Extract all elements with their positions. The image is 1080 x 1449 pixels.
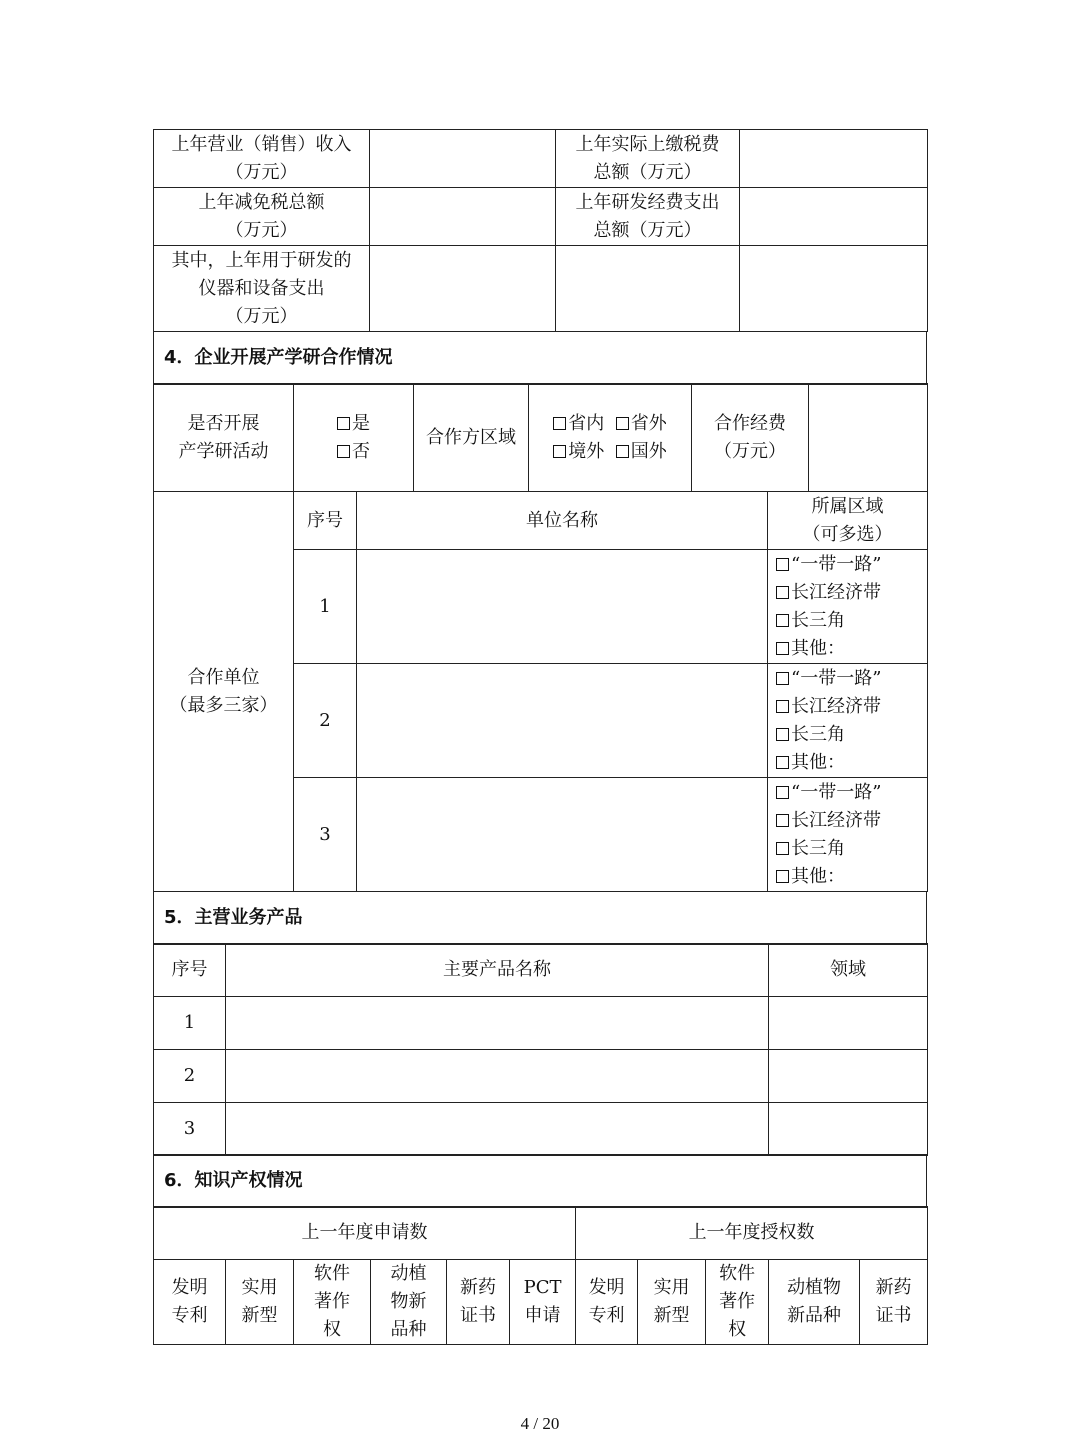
checkbox-icon[interactable] <box>553 445 566 458</box>
checkbox-icon[interactable] <box>337 445 350 458</box>
checkbox-icon[interactable] <box>776 614 789 627</box>
unit-name-cell[interactable] <box>357 778 768 892</box>
area-option-belt-road[interactable]: “一带一路” <box>776 551 921 579</box>
section4-title-table <box>153 331 927 385</box>
row-index: 3 <box>154 1103 226 1156</box>
unit-name-cell[interactable] <box>357 550 768 664</box>
checkbox-icon[interactable] <box>776 700 789 713</box>
row-index: 3 <box>294 778 357 892</box>
area-option-belt-road[interactable]: “一带一路” <box>776 665 921 693</box>
product-name-cell[interactable] <box>226 1050 769 1103</box>
rd-equipment-value[interactable] <box>370 246 556 332</box>
region-option-abroad[interactable]: 国外 <box>616 441 667 462</box>
empty-cell <box>556 246 740 332</box>
region-options <box>529 384 692 492</box>
region-option-province[interactable]: 省内 <box>553 413 604 434</box>
applied-col-utility: 实用 新型 <box>226 1260 294 1345</box>
area-option-other[interactable]: 其他： <box>776 749 921 777</box>
area-option-yangtze-belt[interactable]: 长江经济带 <box>776 579 921 607</box>
products-table <box>153 943 928 1156</box>
applied-col-new-drug: 新药 证书 <box>447 1260 510 1345</box>
finance-table <box>153 129 928 332</box>
granted-col-utility: 实用 新型 <box>638 1260 706 1345</box>
yes-option[interactable]: 是 <box>337 410 370 438</box>
col-area-header: 所属区域 （可多选） <box>768 492 928 550</box>
area-option-other[interactable]: 其他： <box>776 635 921 663</box>
applied-col-software: 软件 著作 权 <box>294 1260 371 1345</box>
checkbox-icon[interactable] <box>776 586 789 599</box>
empty-cell <box>740 246 928 332</box>
section4-title: 4．企业开展产学研合作情况 <box>154 332 927 385</box>
page-number: 4 / 20 <box>520 1414 560 1433</box>
checkbox-icon[interactable] <box>776 842 789 855</box>
area-options <box>768 550 928 664</box>
funding-value[interactable] <box>809 384 928 492</box>
applied-header: 上一年度申请数 <box>154 1207 576 1260</box>
checkbox-icon[interactable] <box>776 672 789 685</box>
col-index-header: 序号 <box>294 492 357 550</box>
checkbox-icon[interactable] <box>776 558 789 571</box>
area-option-yangtze-delta[interactable]: 长三角 <box>776 607 921 635</box>
field-cell[interactable] <box>769 1103 928 1156</box>
area-option-yangtze-belt[interactable]: 长江经济带 <box>776 693 921 721</box>
funding-label: 合作经费 （万元） <box>692 384 809 492</box>
checkbox-icon[interactable] <box>553 417 566 430</box>
tax-paid-label: 上年实际上缴税费 总额（万元） <box>556 130 740 188</box>
region-label: 合作方区域 <box>414 384 529 492</box>
rd-expense-value[interactable] <box>740 188 928 246</box>
revenue-value[interactable] <box>370 130 556 188</box>
ip-table <box>153 1206 928 1345</box>
area-option-yangtze-delta[interactable]: 长三角 <box>776 835 921 863</box>
field-cell[interactable] <box>769 997 928 1050</box>
tax-paid-value[interactable] <box>740 130 928 188</box>
partner-units-table <box>153 491 928 892</box>
table-row <box>154 1050 928 1103</box>
no-option[interactable]: 否 <box>337 438 370 466</box>
row-index: 1 <box>294 550 357 664</box>
revenue-label: 上年营业（销售）收入 （万元） <box>154 130 370 188</box>
checkbox-icon[interactable] <box>776 786 789 799</box>
section5-title: 5．主营业务产品 <box>154 892 927 945</box>
granted-col-new-drug: 新药 证书 <box>860 1260 928 1345</box>
checkbox-icon[interactable] <box>776 728 789 741</box>
table-row <box>154 1103 928 1156</box>
applied-col-plant-variety: 动植 物新 品种 <box>371 1260 447 1345</box>
partner-label: 合作单位 （最多三家） <box>154 492 294 892</box>
field-cell[interactable] <box>769 1050 928 1103</box>
area-option-other[interactable]: 其他： <box>776 863 921 891</box>
row-index: 2 <box>294 664 357 778</box>
product-name-cell[interactable] <box>226 997 769 1050</box>
applied-col-pct: PCT 申请 <box>510 1260 576 1345</box>
checkbox-icon[interactable] <box>776 870 789 883</box>
area-options <box>768 778 928 892</box>
product-name-cell[interactable] <box>226 1103 769 1156</box>
area-option-yangtze-belt[interactable]: 长江经济带 <box>776 807 921 835</box>
table-row <box>154 997 928 1050</box>
checkbox-icon[interactable] <box>337 417 350 430</box>
col-index-header: 序号 <box>154 944 226 997</box>
carry-out-options <box>294 384 414 492</box>
section6-title: 6．知识产权情况 <box>154 1155 927 1208</box>
carry-out-label: 是否开展 产学研活动 <box>154 384 294 492</box>
region-option-other-province[interactable]: 省外 <box>616 413 667 434</box>
checkbox-icon[interactable] <box>616 417 629 430</box>
unit-name-cell[interactable] <box>357 664 768 778</box>
col-field-header: 领域 <box>769 944 928 997</box>
area-option-belt-road[interactable]: “一带一路” <box>776 779 921 807</box>
row-index: 2 <box>154 1050 226 1103</box>
area-option-yangtze-delta[interactable]: 长三角 <box>776 721 921 749</box>
rd-expense-label: 上年研发经费支出 总额（万元） <box>556 188 740 246</box>
region-option-outside-border[interactable]: 境外 <box>553 441 604 462</box>
col-name-header: 单位名称 <box>357 492 768 550</box>
checkbox-icon[interactable] <box>616 445 629 458</box>
section6-title-table <box>153 1154 927 1208</box>
rd-equipment-label: 其中，上年用于研发的 仪器和设备支出 （万元） <box>154 246 370 332</box>
granted-col-plant-variety: 动植物 新品种 <box>769 1260 860 1345</box>
cooperation-activity-table <box>153 383 928 492</box>
checkbox-icon[interactable] <box>776 642 789 655</box>
granted-col-invention: 发明 专利 <box>576 1260 638 1345</box>
granted-col-software: 软件 著作 权 <box>706 1260 769 1345</box>
checkbox-icon[interactable] <box>776 814 789 827</box>
row-index: 1 <box>154 997 226 1050</box>
checkbox-icon[interactable] <box>776 756 789 769</box>
tax-relief-label: 上年减免税总额 （万元） <box>154 188 370 246</box>
section5-title-table <box>153 891 927 945</box>
granted-header: 上一年度授权数 <box>576 1207 928 1260</box>
tax-relief-value[interactable] <box>370 188 556 246</box>
applied-col-invention: 发明 专利 <box>154 1260 226 1345</box>
area-options <box>768 664 928 778</box>
col-product-header: 主要产品名称 <box>226 944 769 997</box>
